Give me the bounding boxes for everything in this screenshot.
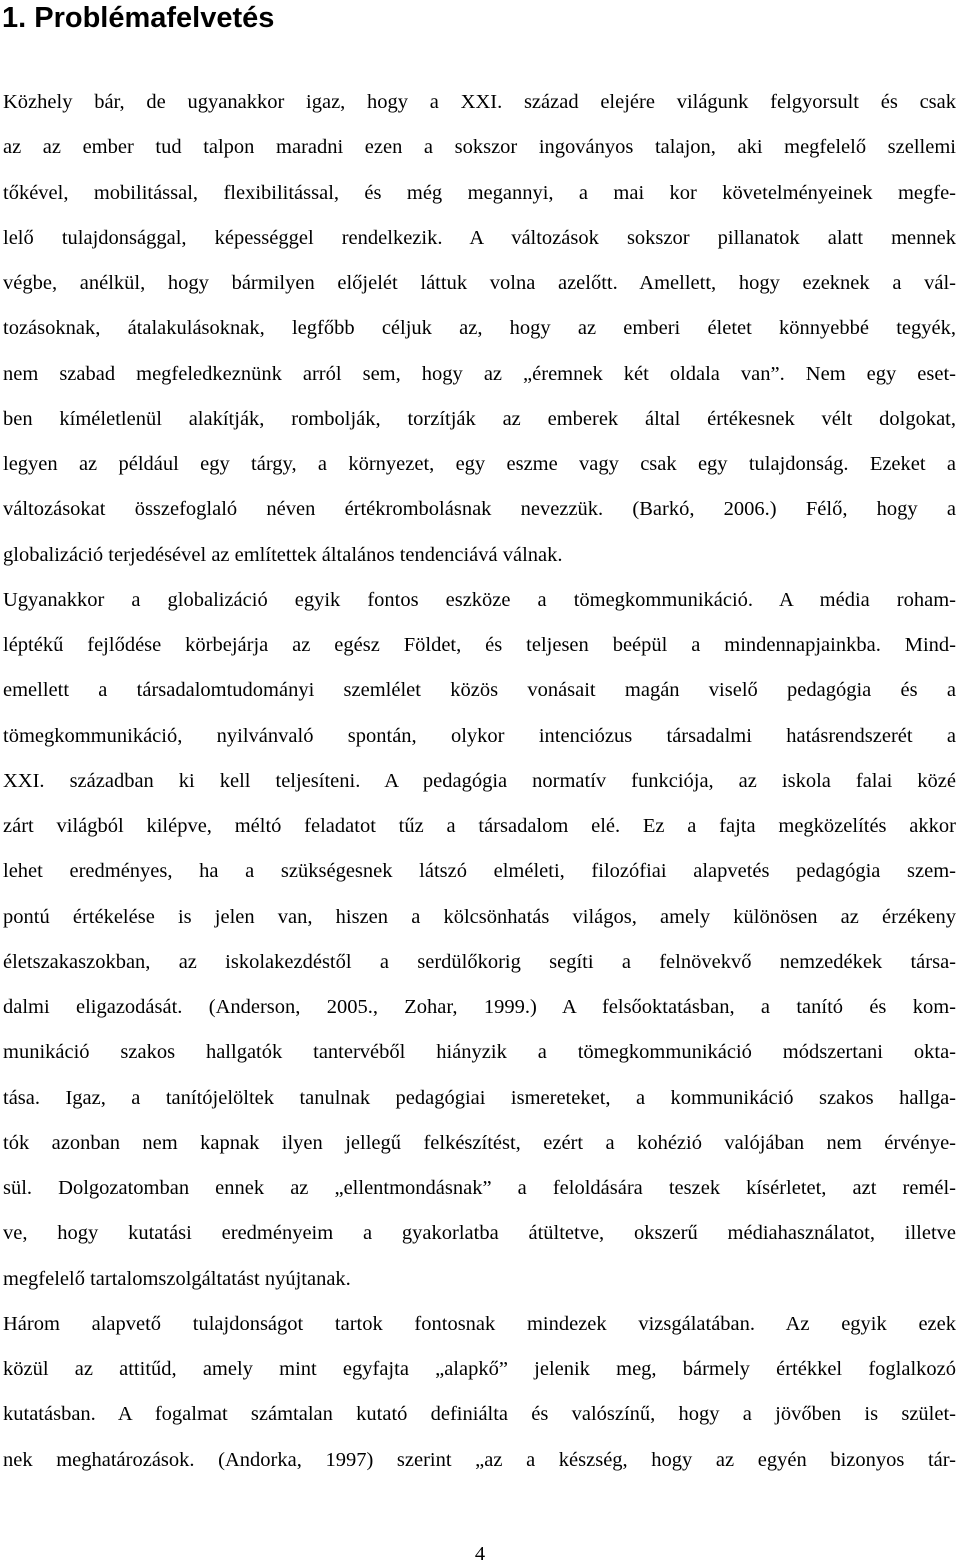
text-line: kutatásban. A fogalmat számtalan kutató definiálta és valószínű, hogy a jövőben is szület- [3, 1403, 956, 1426]
text-line: emellett a társadalomtudományi szemlélet közös vonásait magán viselő pedagógia és a [3, 679, 956, 702]
text-line: XXI. században ki kell teljesíteni. A pedagógia normatív funkciója, az iskola falai közé [3, 769, 956, 792]
text-line: pontú értékelése is jelen van, hiszen a kölcsönhatás világos, amely különösen az érzékeny [3, 905, 956, 928]
text-line: Három alapvető tulajdonságot tartok fontosnak mindezek vizsgálatában. Az egyik ezek [3, 1312, 956, 1335]
text-line: lehet eredményes, ha a szükségesnek látszó elméleti, filozófiai alapvetés pedagógia szem- [3, 860, 956, 883]
text-line: munikáció szakos hallgatók tantervéből hiányzik a tömegkommunikáció módszertani okta- [3, 1041, 956, 1064]
text-line: tömegkommunikáció, nyilvánvaló spontán, olykor intenciózus társadalmi hatásrendszerét a [3, 724, 956, 747]
text-line: tók azonban nem kapnak ilyen jellegű felkészítést, ezért a kohézió valójában nem érvénye- [3, 1131, 956, 1154]
text-line: Közhely bár, de ugyanakkor igaz, hogy a XXI. század elejére világunk felgyorsult és csak [3, 91, 956, 113]
text-line: léptékű fejlődése körbejárja az egész Földet, és teljesen beépül a mindennapjainkba. Mind- [3, 634, 956, 656]
text-line: dalmi eligazodását. (Anderson, 2005., Zohar, 1999.) A felsőoktatásban, a tanító és kom- [3, 996, 956, 1018]
text-line: változásokat összefoglaló néven értékrombolásnak nevezzük. (Barkó, 2006.) Félő, hogy a [3, 498, 956, 521]
text-line: legyen az például egy tárgy, a környezet, egy eszme vagy csak egy tulajdonság. Ezeket a [3, 453, 956, 475]
text-line: végbe, anélkül, hogy bármilyen előjelét láttuk volna azelőtt. Amellett, hogy ezeknek a vál- [3, 272, 956, 294]
text-line: sül. Dolgozatomban ennek az „ellentmondásnak” a feloldására teszek kísérletet, azt remél- [3, 1177, 956, 1199]
text-line: tása. Igaz, a tanítójelöltek tanulnak pedagógiai ismereteket, a kommunikáció szakos hallga- [3, 1086, 956, 1109]
text-line: ve, hogy kutatási eredményeim a gyakorlatba átültetve, okszerű médiahasználatot, illetve [3, 1222, 956, 1245]
text-line: tozásoknak, átalakulásoknak, legfőbb céljuk az, hogy az emberi életet könnyebbé tegyék, [3, 317, 956, 340]
text-line: globalizáció terjedésével az említettek általános tendenciává válnak. [3, 543, 563, 566]
section-heading: 1. Problémafelvetés [2, 2, 275, 34]
text-line: ben kíméletlenül alakítják, rombolják, torzítják az emberek által értékesnek vélt dolgokat, [3, 407, 956, 430]
page-number: 4 [474, 1543, 486, 1565]
text-line: közül az attitűd, amely mint egyfajta „alapkő” jelenik meg, bármely értékkel foglalkozó [3, 1358, 956, 1380]
text-line: nem szabad megfeledkeznünk arról sem, hogy az „éremnek két oldala van”. Nem egy eset- [3, 362, 956, 385]
text-line: megfelelő tartalomszolgáltatást nyújtanak. [3, 1267, 351, 1290]
text-line: életszakaszokban, az iskolakezdéstől a serdülőkorig segíti a felnövekvő nemzedékek társa- [3, 950, 956, 973]
text-line: zárt világból kilépve, méltó feladatot tűz a társadalom elé. Ez a fajta megközelítés akkor [3, 815, 956, 837]
text-line: az az ember tud talpon maradni ezen a sokszor ingoványos talajon, aki megfelelő szellemi [3, 136, 956, 159]
text-line: lelő tulajdonsággal, képességgel rendelkezik. A változások sokszor pillanatok alatt mennek [3, 226, 956, 249]
text-line: nek meghatározások. (Andorka, 1997) szerint „az a készség, hogy az egyén bizonyos tár- [3, 1448, 956, 1471]
text-line: tőkével, mobilitással, flexibilitással, és még megannyi, a mai kor követelményeinek megfe- [3, 181, 956, 204]
text-line: Ugyanakkor a globalizáció egyik fontos eszköze a tömegkommunikáció. A média roham- [3, 588, 956, 611]
